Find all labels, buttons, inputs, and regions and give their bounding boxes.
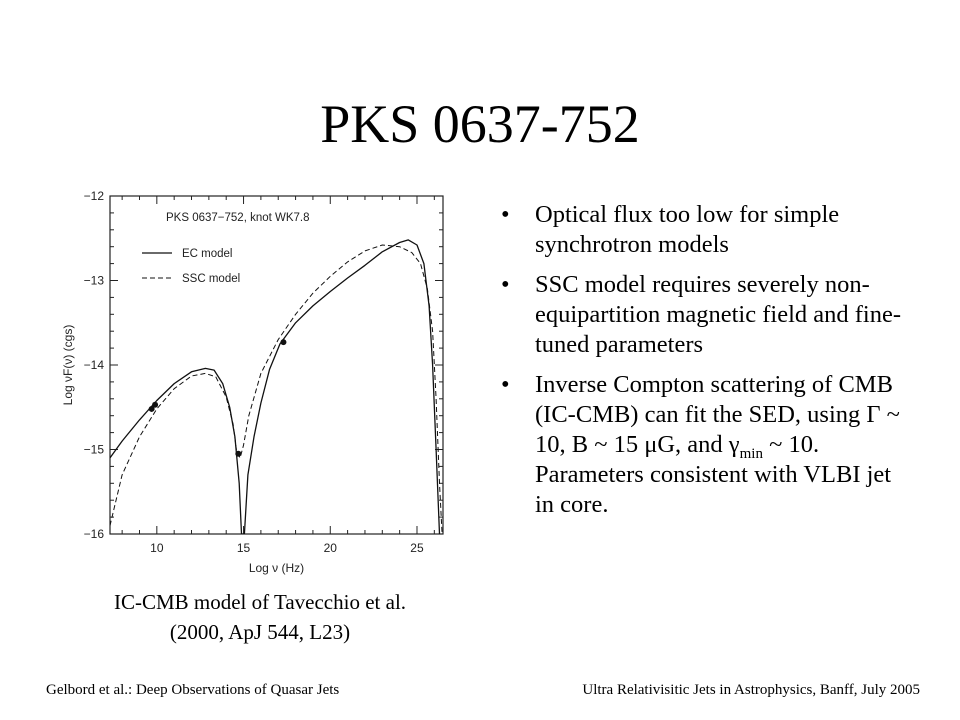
x-tick-label: 25	[410, 541, 424, 555]
x-axis-label: Log ν (Hz)	[248, 561, 305, 575]
footer-right: Ultra Relativisitic Jets in Astrophysics, Banff, July 2005	[582, 682, 920, 698]
ec-model-curve	[110, 240, 440, 534]
ssc-model-curve	[110, 245, 442, 534]
figure-caption	[40, 587, 480, 647]
bullet-icon: •	[501, 201, 510, 228]
legend-ec-label: EC model	[182, 248, 233, 260]
bullet-icon: •	[501, 271, 510, 298]
data-point	[152, 402, 158, 408]
y-axis-label: Log νF(ν) (cgs)	[61, 324, 75, 406]
bullet-text-3a: Inverse Compton scattering of CMB (IC-CMB) can fit the SED, using Γ ~ 10, B ~ 15 μG, and γ	[535, 371, 900, 458]
y-tick-label: −13	[83, 273, 104, 288]
bullet-text-1: Optical flux too low for simple synchrotron models	[535, 201, 840, 258]
bullet-item-3	[497, 370, 907, 520]
bullet-list	[497, 200, 907, 530]
sed-plot	[56, 182, 450, 584]
bullet-item-2	[497, 270, 907, 360]
legend-ssc-label: SSC model	[182, 273, 241, 285]
caption-line-1: IC-CMB model of Tavecchio et al.	[113, 590, 407, 614]
data-point	[280, 339, 286, 345]
data-point	[235, 451, 241, 457]
bullet-text-2: SSC model requires severely non-equipartition magnetic field and fine-tuned parameters	[535, 271, 902, 358]
caption-line-2: (2000, ApJ 544, L23)	[169, 620, 351, 644]
x-tick-label: 20	[323, 541, 337, 555]
bullet-icon: •	[501, 371, 510, 398]
y-tick-label: −12	[83, 189, 104, 203]
slide-title: PKS 0637-752	[320, 94, 640, 154]
x-tick-label: 10	[150, 541, 164, 555]
plot-title: PKS 0637−752, knot WK7.8	[166, 212, 310, 224]
y-tick-label: −16	[83, 527, 104, 541]
x-tick-label: 15	[236, 541, 251, 555]
gamma-min-subscript: min	[739, 445, 763, 462]
y-tick-label: −14	[83, 358, 104, 372]
footer-left: Gelbord et al.: Deep Observations of Quasar Jets	[46, 682, 340, 698]
y-tick-label: −15	[83, 442, 104, 457]
bullet-text-3b: ~ 10. Parameters consistent with VLBI jet in core.	[535, 431, 892, 518]
bullet-item-1	[497, 200, 907, 260]
